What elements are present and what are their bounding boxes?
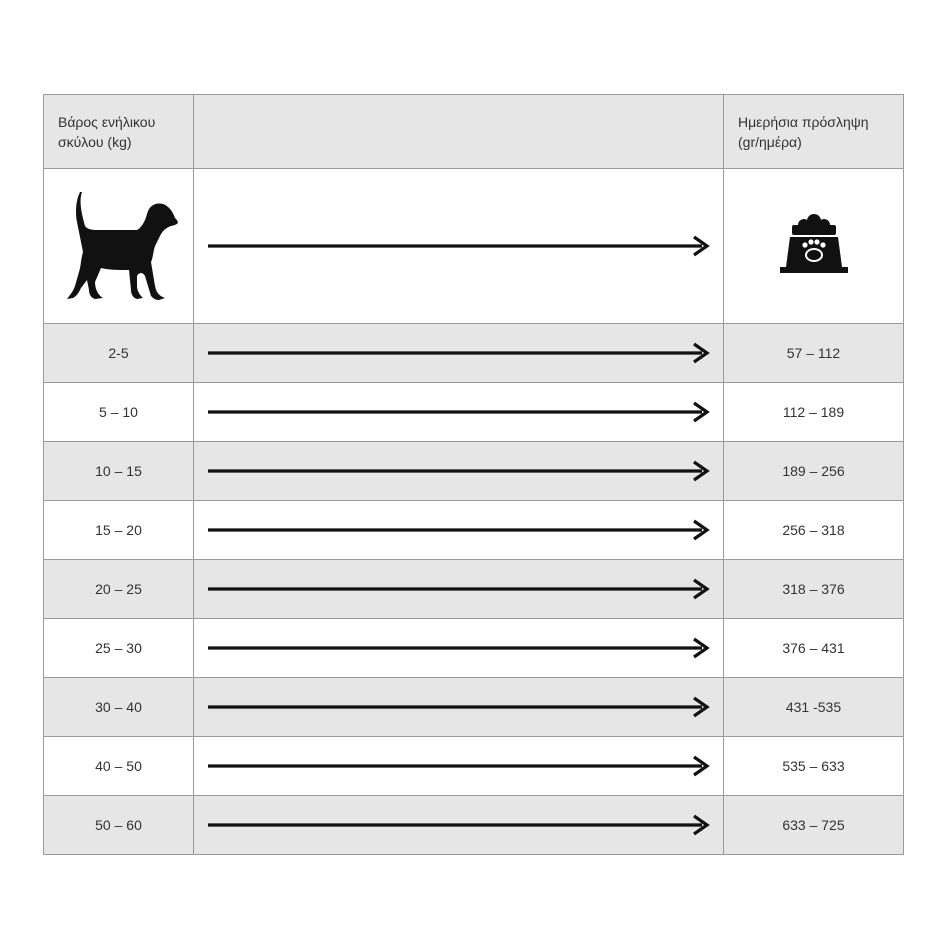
arrow-right-icon [208, 754, 710, 778]
intake-cell: 57 – 112 [724, 324, 904, 383]
weight-cell: 25 – 30 [44, 619, 194, 678]
weight-cell: 15 – 20 [44, 501, 194, 560]
arrow-right-icon [208, 518, 710, 542]
food-bowl-icon [774, 211, 854, 281]
arrow-cell [194, 383, 724, 442]
arrow-cell [194, 560, 724, 619]
arrow-cell [194, 501, 724, 560]
weight-cell: 20 – 25 [44, 560, 194, 619]
arrow-right-icon [208, 577, 710, 601]
arrow-cell [194, 678, 724, 737]
table-row [44, 501, 904, 560]
table-row [44, 678, 904, 737]
weight-cell: 10 – 15 [44, 442, 194, 501]
intake-cell: 376 – 431 [724, 619, 904, 678]
arrow-right-icon [208, 636, 710, 660]
table-row [44, 796, 904, 855]
intake-header: Ημερήσια πρόσληψη (gr/ημέρα) [724, 95, 904, 169]
feeding-table [43, 94, 904, 855]
arrow-right-icon [208, 400, 710, 424]
intake-cell: 112 – 189 [724, 383, 904, 442]
intake-cell: 633 – 725 [724, 796, 904, 855]
arrow-cell [194, 619, 724, 678]
arrow-right-icon [208, 695, 710, 719]
weight-cell: 40 – 50 [44, 737, 194, 796]
dog-icon [59, 186, 179, 306]
intake-cell: 535 – 633 [724, 737, 904, 796]
arrow-right-icon [208, 234, 710, 258]
dog-icon-cell [44, 169, 194, 324]
arrow-icon-cell [194, 169, 724, 324]
table-row [44, 383, 904, 442]
arrow-right-icon [208, 813, 710, 837]
intake-cell: 431 -535 [724, 678, 904, 737]
arrow-cell [194, 737, 724, 796]
table-row [44, 737, 904, 796]
table-header-row [44, 95, 904, 169]
bowl-icon-cell [724, 169, 904, 324]
arrow-header-cell [194, 95, 724, 169]
intake-cell: 318 – 376 [724, 560, 904, 619]
weight-header: Βάρος ενήλικου σκύλου (kg) [44, 95, 194, 169]
table-row [44, 560, 904, 619]
arrow-right-icon [208, 459, 710, 483]
weight-cell: 2-5 [44, 324, 194, 383]
icon-row [44, 169, 904, 324]
arrow-cell [194, 324, 724, 383]
table-row [44, 324, 904, 383]
weight-cell: 5 – 10 [44, 383, 194, 442]
intake-cell: 189 – 256 [724, 442, 904, 501]
weight-cell: 50 – 60 [44, 796, 194, 855]
arrow-right-icon [208, 341, 710, 365]
intake-cell: 256 – 318 [724, 501, 904, 560]
table-row [44, 619, 904, 678]
table-row [44, 442, 904, 501]
arrow-cell [194, 442, 724, 501]
arrow-cell [194, 796, 724, 855]
weight-cell: 30 – 40 [44, 678, 194, 737]
